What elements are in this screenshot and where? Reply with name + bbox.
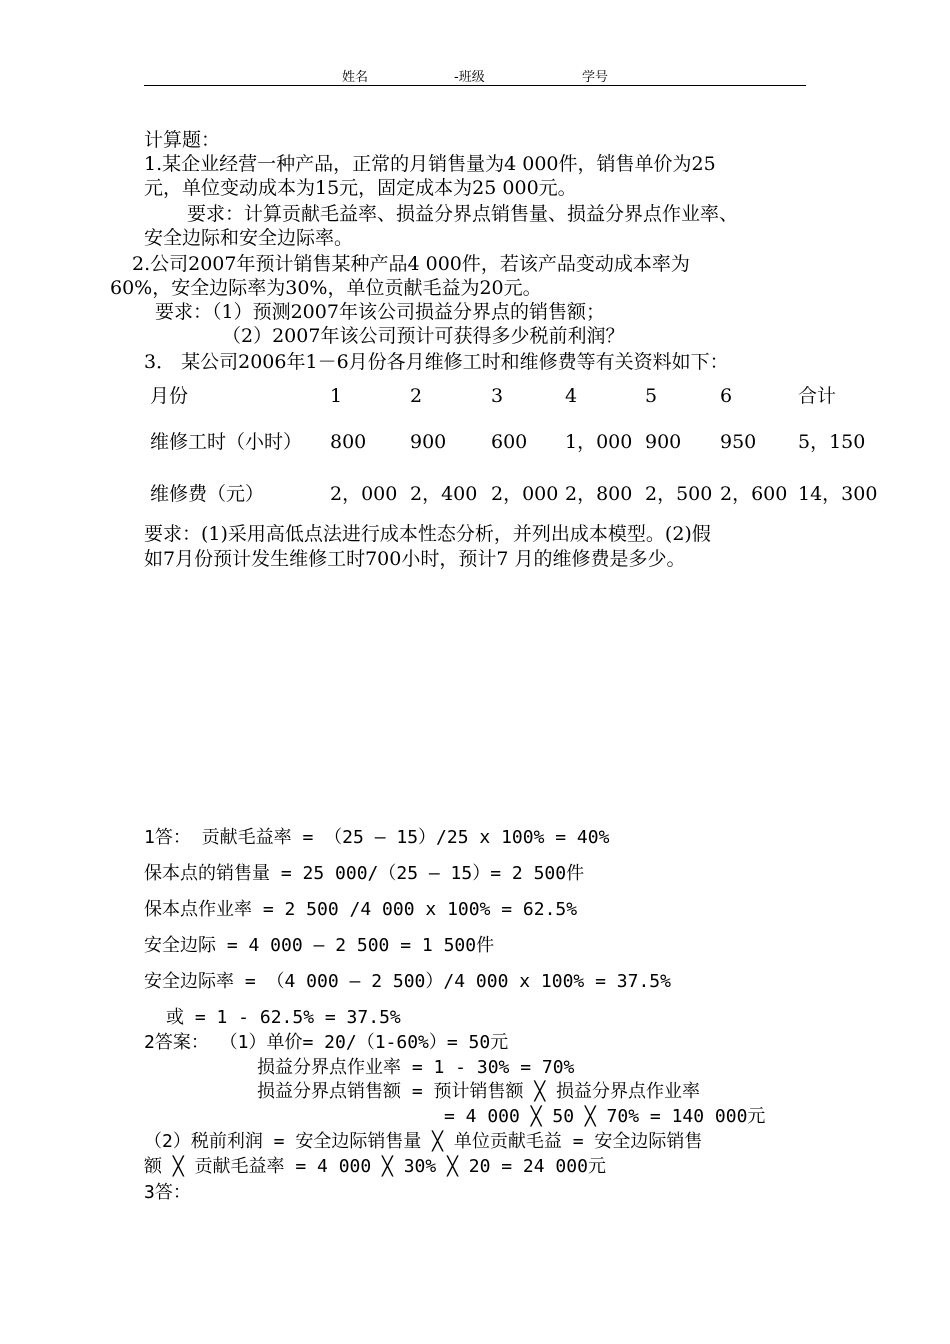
answer-2-line: 损益分界点销售额 = 预计销售额 ╳ 损益分界点作业率 — [257, 1081, 701, 1102]
table-cell: 2，400 — [410, 483, 478, 505]
q2-line-2: 60%，安全边际率为30%，单位贡献毛益为20元。 — [110, 277, 542, 299]
table-cell: 2，000 — [491, 483, 559, 505]
answer-2-line: = 4 000 ╳ 50 ╳ 70% = 140 000元 — [444, 1106, 766, 1127]
header-rule — [144, 85, 806, 86]
table-header-cell: 2 — [410, 385, 423, 407]
table-header-cell: 6 — [720, 385, 733, 407]
class-label: -班级 — [454, 70, 485, 85]
table-cell: 1，000 — [565, 431, 633, 453]
answer-1-line: 1答： 贡献毛益率 = （25 – 15）/25 x 100% = 40% — [144, 827, 610, 848]
table-cell: 2，000 — [330, 483, 398, 505]
answer-1-line: 或 = 1 - 62.5% = 37.5% — [166, 1007, 401, 1028]
table-header-cell: 3 — [491, 385, 504, 407]
answer-1-line: 安全边际 = 4 000 – 2 500 = 1 500件 — [144, 935, 495, 956]
table-row-label: 维修费（元） — [150, 483, 265, 505]
table-cell: 600 — [491, 431, 528, 453]
table-cell: 800 — [330, 431, 367, 453]
table-header-cell: 5 — [645, 385, 658, 407]
answer-1-line: 保本点的销售量 = 25 000/（25 – 15）= 2 500件 — [144, 863, 585, 884]
answer-2-line: 额 ╳ 贡献毛益率 = 4 000 ╳ 30% ╳ 20 = 24 000元 — [144, 1156, 606, 1177]
q3-requirement-2: 如7月份预计发生维修工时700小时，预计7 月的维修费是多少。 — [144, 548, 686, 570]
answer-2-line: 损益分界点作业率 = 1 - 30% = 70% — [257, 1057, 575, 1078]
table-cell: 14，300 — [798, 483, 878, 505]
q3-requirement-1: 要求：(1)采用高低点法进行成本性态分析，并列出成本模型。(2)假 — [144, 523, 711, 545]
answer-3-label: 3答： — [144, 1182, 191, 1203]
table-header-cell: 1 — [330, 385, 343, 407]
section-title: 计算题： — [144, 129, 221, 151]
table-cell: 900 — [645, 431, 682, 453]
table-header-cell: 月份 — [150, 385, 189, 407]
table-row-label: 维修工时（小时） — [150, 431, 303, 453]
q2-line-1: 2.公司2007年预计销售某种产品4 000件，若该产品变动成本率为 — [132, 253, 690, 275]
q2-requirement-1: 要求：（1）预测2007年该公司损益分界点的销售额； — [155, 301, 605, 323]
table-cell: 2，600 — [720, 483, 788, 505]
q3-intro: 3． 某公司2006年1－6月份各月维修工时和维修费等有关资料如下： — [144, 351, 729, 373]
q2-requirement-2: （2）2007年该公司预计可获得多少税前利润？ — [222, 325, 625, 347]
table-cell: 2，800 — [565, 483, 633, 505]
table-cell: 2，500 — [645, 483, 713, 505]
q1-line-1: 1.某企业经营一种产品，正常的月销售量为4 000件，销售单价为25 — [144, 153, 716, 175]
table-header-cell: 4 — [565, 385, 578, 407]
answer-1-line: 安全边际率 = （4 000 – 2 500）/4 000 x 100% = 37.5% — [144, 971, 671, 992]
answer-2-line: 2答案： （1）单价= 20/（1-60%）= 50元 — [144, 1032, 509, 1053]
table-cell: 5，150 — [798, 431, 866, 453]
answer-1-line: 保本点作业率 = 2 500 /4 000 x 100% = 62.5% — [144, 899, 578, 920]
name-label: 姓名 — [342, 70, 369, 85]
q1-requirement-2: 安全边际和安全边际率。 — [144, 227, 354, 249]
table-header-cell: 合计 — [798, 385, 837, 407]
answer-2-line: （2）税前利润 = 安全边际销售量 ╳ 单位贡献毛益 = 安全边际销售 — [144, 1131, 703, 1152]
student-id-label: 学号 — [582, 70, 609, 85]
table-cell: 950 — [720, 431, 757, 453]
q1-requirement-1: 要求：计算贡献毛益率、损益分界点销售量、损益分界点作业率、 — [187, 203, 739, 225]
q1-line-2: 元，单位变动成本为15元，固定成本为25 000元。 — [144, 177, 577, 199]
table-cell: 900 — [410, 431, 447, 453]
